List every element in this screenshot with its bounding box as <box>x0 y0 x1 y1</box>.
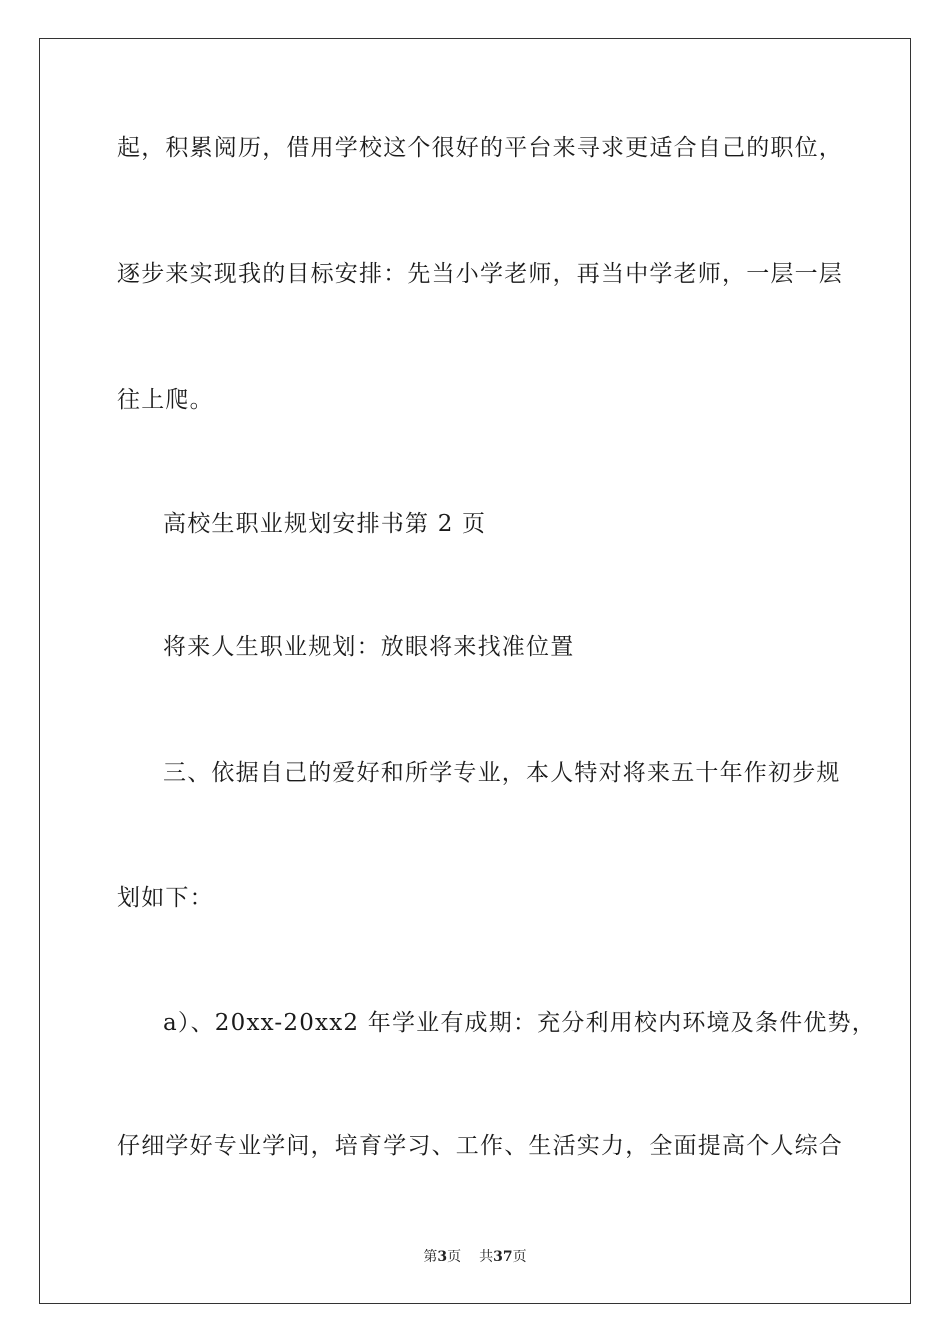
body-line-2: 逐步来实现我的目标安排：先当小学老师，再当中学老师，一层一层 <box>117 261 843 287</box>
body-line-7: 划如下： <box>117 885 214 911</box>
footer-page-number: 3 <box>437 1249 448 1265</box>
body-line-6: 三、依据自己的爱好和所学专业，本人特对将来五十年作初步规 <box>163 760 841 786</box>
body-line-3: 往上爬。 <box>117 387 214 413</box>
body-line-5: 将来人生职业规划：放眼将来找准位置 <box>163 634 575 660</box>
footer-total-suffix: 页 <box>512 1249 527 1265</box>
body-line-4: 高校生职业规划安排书第 2 页 <box>163 511 487 537</box>
page-footer <box>0 1248 950 1266</box>
footer-total-number: 37 <box>493 1249 513 1265</box>
footer-total-prefix: 共 <box>479 1249 494 1265</box>
body-line-9: 仔细学好专业学问，培育学习、工作、生活实力，全面提高个人综合 <box>117 1133 843 1159</box>
body-line-1: 起，积累阅历，借用学校这个很好的平台来寻求更适合自己的职位， <box>117 135 843 161</box>
footer-page-suffix: 页 <box>447 1249 462 1265</box>
footer-page-prefix: 第 <box>423 1249 438 1265</box>
body-line-8: a）、20xx-20xx2 年学业有成期：充分利用校内环境及条件优势， <box>163 1010 876 1036</box>
page-border <box>39 38 911 1304</box>
